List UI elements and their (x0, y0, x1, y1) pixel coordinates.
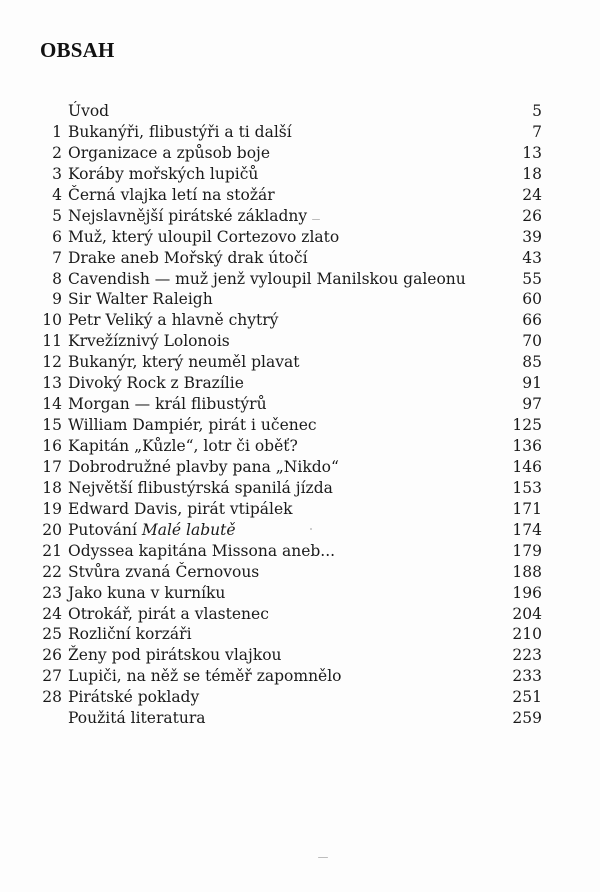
toc-entry (20, 604, 550, 625)
toc-entry-title (68, 185, 275, 206)
toc-entry-title (68, 227, 339, 248)
toc-entry-title (68, 604, 269, 625)
toc-entry-page-number: 13 (522, 143, 542, 162)
toc-entry-number: 13 (42, 374, 62, 393)
toc-entry-page-number: 223 (512, 646, 542, 665)
toc-entry-number: 14 (42, 395, 62, 414)
toc-entry-title-text: Bukanýři, flibustýři a ti další (68, 122, 292, 141)
toc-entry-page-number: 70 (522, 332, 542, 351)
toc-entry-title (68, 248, 308, 269)
toc-entry-number: 8 (52, 269, 62, 288)
toc-entry-page-number: 174 (512, 520, 542, 539)
toc-entry (20, 122, 550, 143)
toc-entry-page-number: 251 (512, 688, 542, 707)
toc-entry (20, 666, 550, 687)
toc-entry-title (68, 415, 317, 436)
toc-entry-title-text: Stvůra zvaná Černovous (68, 562, 260, 581)
toc-entry-page-number: 60 (522, 290, 542, 309)
toc-entry-page-number: 125 (512, 416, 542, 435)
toc-entry-title (68, 666, 342, 687)
toc-entry (20, 541, 550, 562)
toc-entry-title-text: Použitá literatura (68, 709, 206, 728)
toc-entry-page-number: 136 (512, 437, 542, 455)
toc-entry-number: 21 (42, 541, 62, 560)
toc-entry-title-text: Ženy pod pirátskou vlajkou (68, 646, 282, 665)
toc-entry-title (68, 583, 225, 604)
toc-entry-page-number: 171 (512, 499, 542, 518)
toc-entry-title-text: Divoký Rock z Brazílie (68, 374, 244, 393)
toc-entry (20, 583, 550, 604)
toc-entry (20, 562, 550, 583)
toc-entry-number: 12 (42, 353, 62, 372)
toc-entry-page-number: 146 (512, 457, 542, 476)
toc-entry-title-text: Černá vlajka letí na stožár (68, 185, 275, 204)
toc-entry-number: 5 (52, 206, 62, 225)
toc-entry-page-number: 55 (522, 269, 542, 288)
toc-entry-number: 17 (42, 457, 62, 476)
toc-entry-page-number: 179 (512, 541, 542, 560)
toc-entry-number: 7 (52, 248, 62, 267)
toc-entry-number: 6 (52, 227, 62, 246)
toc-entry-page-number: 43 (522, 248, 542, 267)
toc-entry-title (68, 143, 270, 164)
toc-entry-number: 2 (52, 143, 62, 162)
toc-entry-title (68, 436, 298, 457)
toc-entry-page-number: 18 (522, 164, 542, 183)
toc-entry-title-text: Cavendish — muž jenž vyloupil Manilskou galeonu (68, 269, 466, 288)
toc-entry (20, 687, 550, 708)
toc-entry-title-text: Dobrodružné plavby pana „Nikdo“ (68, 457, 339, 476)
toc-entry-title (68, 687, 199, 708)
toc-entry-title-text: Krvežíznivý Lolonois (68, 332, 230, 351)
toc-entry-page-number: 91 (522, 374, 542, 393)
toc-entry-number: 28 (42, 688, 62, 707)
toc-entry-title (68, 373, 244, 394)
toc-entry-number: 11 (42, 332, 62, 351)
toc-entry (20, 248, 550, 269)
toc-entry-number: 15 (42, 416, 62, 435)
toc-entry-page-number: 259 (512, 709, 542, 728)
toc-entry-title-text: Petr Veliký a hlavně chytrý (68, 311, 279, 330)
toc-entry-number: 18 (42, 478, 62, 497)
toc-entry-page-number: 204 (512, 604, 542, 623)
toc-entry-title-text: Největší flibustýrská spanilá jízda (68, 478, 333, 497)
toc-entry-number: 26 (42, 646, 62, 665)
toc-entry-number: 27 (42, 667, 62, 686)
toc-entry (20, 269, 550, 290)
toc-entry (20, 289, 550, 310)
toc-entry-number: 3 (52, 164, 62, 183)
toc-entry-title-text: Rozliční korzáři (68, 625, 192, 644)
toc-entry-page-number: 97 (522, 395, 542, 414)
toc-entry-title-text: Otrokář, pirát a vlastenec (68, 604, 269, 623)
toc-entry (20, 164, 550, 185)
toc-entry-number: 20 (42, 520, 62, 539)
toc-entry (20, 457, 550, 478)
toc-entry-title (68, 457, 339, 478)
toc-entry-title (68, 708, 205, 729)
toc-entry (20, 143, 550, 164)
toc-entry-title-text: Drake aneb Mořský drak útočí (68, 248, 308, 267)
paper-speck (312, 219, 320, 220)
toc-entry (20, 373, 550, 394)
toc-entry-title (68, 101, 109, 122)
toc-entry-number: 24 (42, 604, 62, 623)
toc-entry (20, 478, 550, 499)
toc-entry-number: 22 (42, 562, 62, 581)
paper-speck (318, 857, 328, 858)
toc-entry-title-text: Bukanýr, který neuměl plavat (68, 353, 300, 372)
toc-entry-title (68, 310, 278, 331)
toc-entry (20, 310, 550, 331)
toc-entry-title-text: Úvod (68, 102, 110, 120)
toc-entry (20, 520, 550, 541)
toc-entry-page-number: 210 (512, 625, 542, 644)
toc-entry-page-number: 196 (512, 583, 542, 602)
toc-entry-title-text: Morgan — král flibustýrů (68, 395, 267, 414)
page-title: OBSAH (40, 38, 115, 62)
toc-entry (20, 227, 550, 248)
toc-entry-title (68, 499, 293, 520)
toc-entry-number: 1 (52, 122, 62, 141)
toc-entry-title (68, 562, 259, 583)
toc-entry-page-number: 233 (512, 667, 542, 686)
toc-entry-number: 23 (42, 583, 62, 602)
toc-entry-title-text: Sir Walter Raleigh (68, 290, 213, 309)
toc-entry (20, 101, 550, 122)
toc-entry-title-text: Pirátské poklady (68, 688, 200, 707)
toc-entry-title (68, 478, 333, 499)
toc-entry-number: 9 (52, 290, 62, 309)
toc-entry (20, 499, 550, 520)
toc-entry (20, 415, 550, 436)
toc-entry-title-text: Nejslavnější pirátské základny (68, 206, 308, 225)
paper-speck (310, 528, 312, 530)
toc-entry (20, 708, 550, 729)
toc-entry-title (68, 206, 307, 227)
toc-entry-page-number: 5 (532, 102, 542, 120)
toc-entry-title-text: Koráby mořských lupičů (68, 164, 259, 183)
toc-entry (20, 185, 550, 206)
toc-entry-title (68, 394, 267, 415)
toc-entry-page-number: 66 (522, 311, 542, 330)
toc-entry-number: 4 (52, 185, 62, 204)
toc-entry-title-italic: Malé labutě (141, 520, 236, 539)
toc-entry (20, 352, 550, 373)
toc-entry-page-number: 26 (522, 206, 542, 225)
toc-entry-title (68, 289, 213, 310)
toc-entry-page-number: 153 (512, 478, 542, 497)
toc-entry-number: 19 (42, 499, 62, 518)
toc-entry-page-number: 7 (532, 122, 542, 141)
table-of-contents (20, 101, 550, 729)
toc-entry-title (68, 331, 230, 352)
toc-entry-number: 16 (42, 437, 62, 455)
toc-entry (20, 206, 550, 227)
toc-entry-title-text: Muž, který uloupil Cortezovo zlato (68, 227, 340, 246)
toc-entry-title-text: Jako kuna v kurníku (68, 583, 226, 602)
toc-entry-title (68, 624, 192, 645)
toc-entry-title-text: Edward Davis, pirát vtipálek (68, 499, 293, 518)
toc-entry-number: 10 (42, 311, 62, 330)
toc-entry-title-text: Odyssea kapitána Missona aneb... (68, 541, 336, 560)
toc-entry (20, 624, 550, 645)
toc-entry-title (68, 520, 236, 541)
toc-entry (20, 394, 550, 415)
toc-entry (20, 331, 550, 352)
toc-entry-title-text: Putování (68, 520, 142, 539)
toc-entry-title-text: William Dampiér, pirát i učenec (68, 416, 317, 435)
toc-entry-title (68, 122, 292, 143)
toc-entry-title-text: Kapitán „Kůzle“, lotr či oběť? (68, 437, 298, 455)
toc-entry-title (68, 269, 466, 290)
toc-entry-page-number: 188 (512, 562, 542, 581)
toc-entry-title (68, 541, 335, 562)
toc-entry-page-number: 24 (522, 185, 542, 204)
toc-entry-title (68, 164, 258, 185)
toc-entry-title (68, 645, 282, 666)
toc-entry (20, 645, 550, 666)
toc-entry-title (68, 352, 299, 373)
toc-entry-title-text: Organizace a způsob boje (68, 143, 271, 162)
toc-entry-page-number: 85 (522, 353, 542, 372)
toc-entry-page-number: 39 (522, 227, 542, 246)
toc-entry-title-text: Lupiči, na něž se téměř zapomnělo (68, 667, 342, 686)
toc-entry (20, 436, 550, 457)
toc-entry-number: 25 (42, 625, 62, 644)
